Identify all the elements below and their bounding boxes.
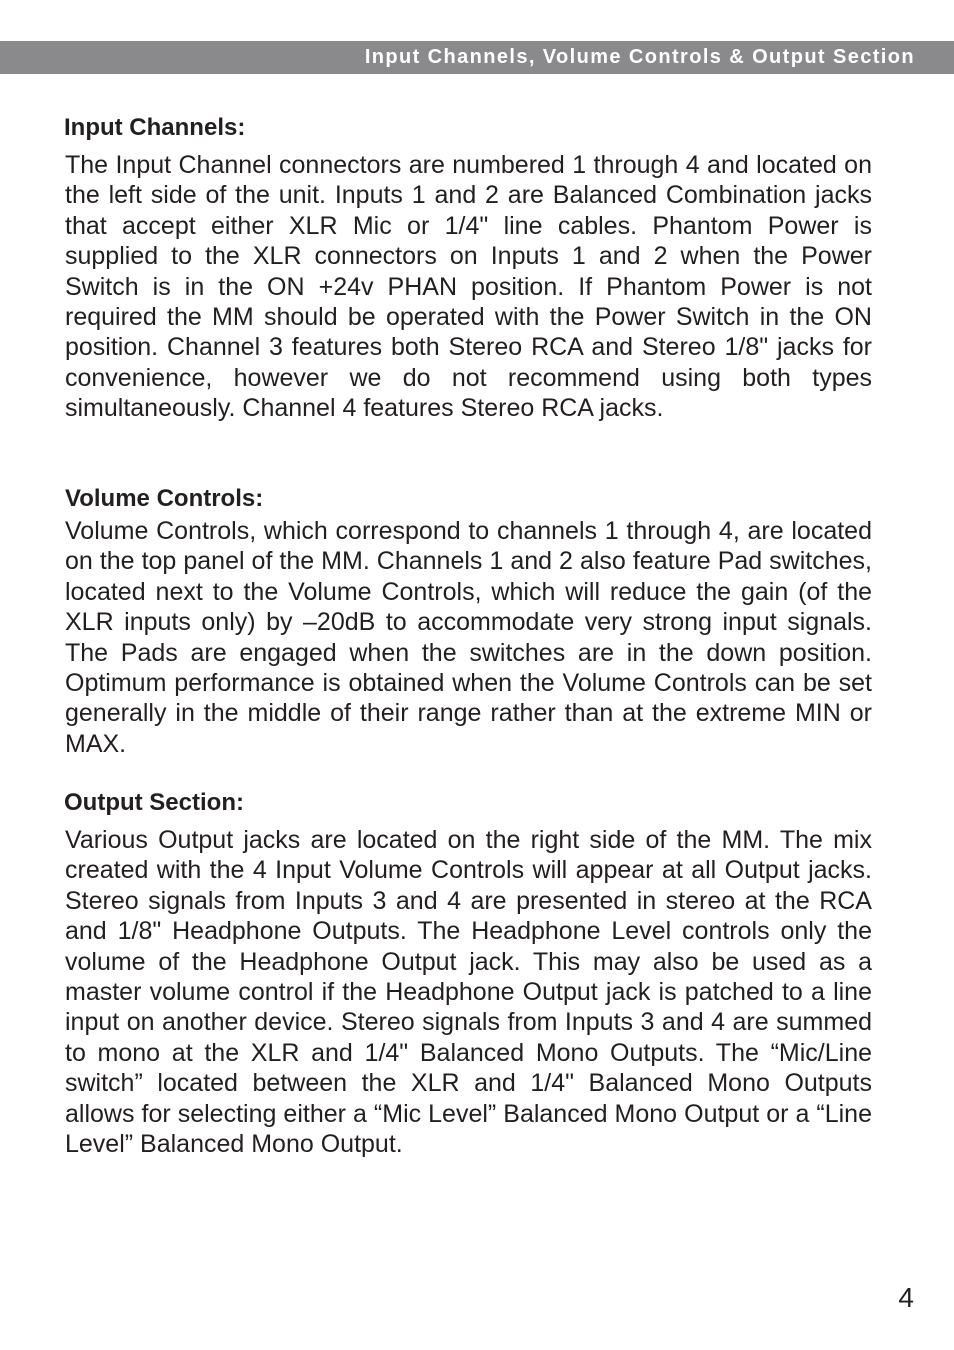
header-title: Input Channels, Volume Controls & Output Section (364, 46, 915, 68)
input-channels-body: The Input Channel connectors are numbered 1 through 4 and located on the left side of the unit. Inputs 1 and 2 are Balanced Combination jacks that accept either XLR Mic or 1/4" line cables. Phantom Power is supplied to the XLR connectors on Inputs 1 and 2 when the Power Switch is in the ON +24v PHAN position. If Phantom Power is not required the MM should be operated with the Power Switch in the ON position. Channel 3 features both Stereo RCA and Stereo 1/8" jacks for convenience, however we do not recommend using both types simultaneously. Channel 4 features Stereo RCA jacks. (65, 151, 872, 423)
input-channels-heading: Input Channels: (64, 114, 246, 141)
output-section-body: Various Output jacks are located on the right side of the MM. The mix created with the 4 Input Volume Controls will appear at all Output jacks. Stereo signals from Inputs 3 and 4 are presented in stereo at the RCA and 1/8" Headphone Outputs. The Headphone Level controls only the volume of the Headphone Output jack. This may also be used as a master volume control if the Headphone Output jack is patched to a line input on another device. Stereo signals from Inputs 3 and 4 are summed to mono at the XLR and 1/4" Balanced Mono Outputs. The “Mic/Line switch” located between the XLR and 1/4" Balanced Mono Outputs allows for selecting either a “Mic Level” Balanced Mono Output or a “Line Level” Balanced Mono Output. (65, 826, 872, 1159)
header-bar (0, 41, 954, 74)
page-number: 4 (898, 1282, 914, 1313)
output-section-heading: Output Section: (64, 789, 244, 816)
volume-controls-body: Volume Controls, which correspond to channels 1 through 4, are located on the top panel of the MM. Channels 1 and 2 also feature Pad switches, located next to the Volume Controls, which will reduce the gain (of the XLR inputs only) by –20dB to accommodate very strong input signals. The Pads are engaged when the switches are in the down position. Optimum performance is obtained when the Volume Controls can be set generally in the middle of their range rather than at the extreme MIN or MAX. (65, 517, 872, 758)
volume-controls-heading: Volume Controls: (65, 485, 264, 512)
